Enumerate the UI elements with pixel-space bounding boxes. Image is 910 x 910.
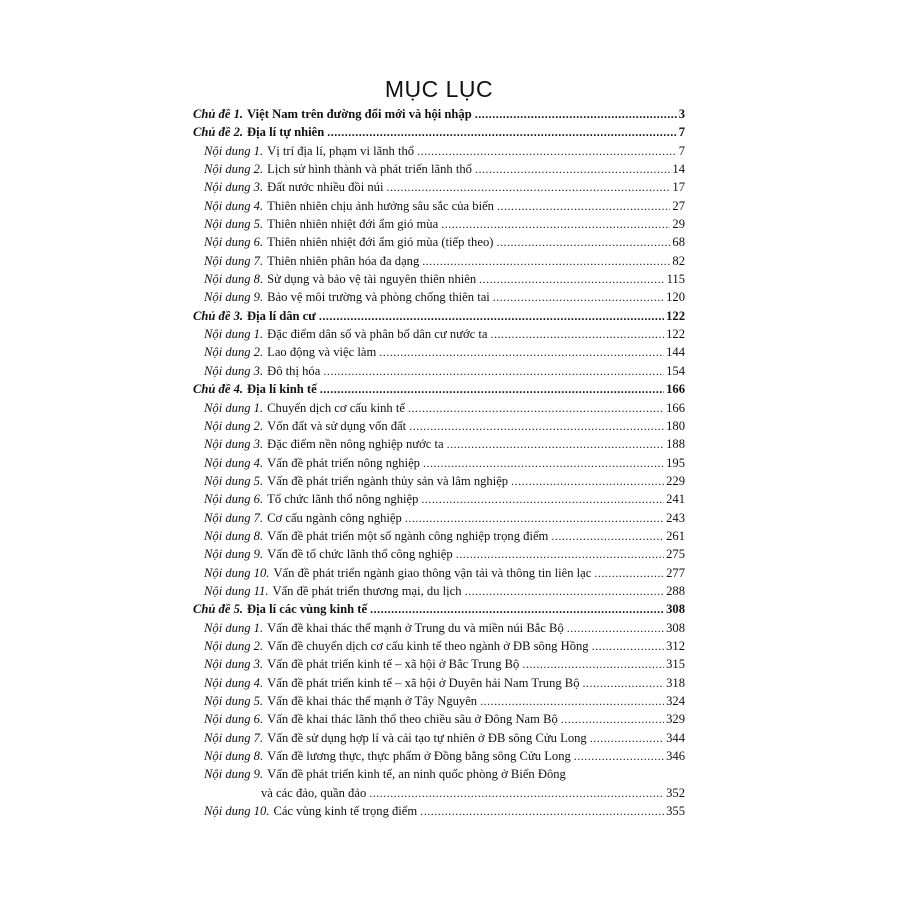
toc-entry-title: Địa lí kinh tế <box>247 382 317 397</box>
toc-page-number: 324 <box>666 694 685 708</box>
toc-entry-row[interactable] <box>193 694 685 712</box>
dot-leader <box>319 309 664 324</box>
dot-leader <box>369 786 664 801</box>
toc-chapter-row[interactable] <box>193 107 685 125</box>
toc-page-number: 82 <box>672 253 685 268</box>
dot-leader <box>405 511 664 526</box>
toc-entry-row[interactable] <box>193 786 685 804</box>
toc-entry-label: Nội dung 2. <box>204 162 264 177</box>
toc-entry-title: Vấn đề khai thác thế mạnh ở Trung du và miền núi Bắc Bộ <box>267 620 564 635</box>
toc-entry-row[interactable] <box>193 767 685 785</box>
toc-entry-row[interactable] <box>193 364 685 382</box>
toc-entry-label: Chủ đề 3. <box>193 308 244 323</box>
toc-entry-label: Nội dung 10. <box>204 804 270 819</box>
toc-page-number: 14 <box>672 162 685 177</box>
toc-entry-row[interactable] <box>193 474 685 492</box>
toc-entry-title: Thiên nhiên chịu ảnh hưởng sâu sắc của biển <box>267 198 494 213</box>
toc-entry-label: Nội dung 10. <box>204 565 270 580</box>
dot-leader <box>497 199 670 214</box>
toc-entry-label: Nội dung 7. <box>204 730 264 745</box>
toc-chapter-row[interactable] <box>193 125 685 143</box>
toc-page-number: 355 <box>666 804 685 819</box>
toc-entry-row[interactable] <box>193 584 685 602</box>
toc-entry-row[interactable] <box>193 492 685 510</box>
toc-entry-row[interactable] <box>193 254 685 272</box>
toc-page-number: 277 <box>666 565 685 580</box>
toc-entry-label: Nội dung 9. <box>204 767 264 782</box>
toc-entry-label: Nội dung 1. <box>204 143 264 158</box>
toc-list <box>193 107 685 822</box>
toc-entry-title: Vấn đề phát triển một số ngành công nghiệp trọng điểm <box>267 528 549 543</box>
toc-entry-label: Nội dung 3. <box>204 363 264 378</box>
toc-entry-row[interactable] <box>193 345 685 363</box>
toc-entry-title: Vấn đề lương thực, thực phẩm ở Đồng bằng sông Cửu Long <box>267 749 571 764</box>
toc-entry-title: Việt Nam trên đường đổi mới và hội nhập <box>247 107 472 121</box>
dot-leader <box>441 217 670 232</box>
toc-page-number: 352 <box>666 785 685 800</box>
toc-entry-title: Sử dụng và bảo vệ tài nguyên thiên nhiên <box>267 272 477 287</box>
toc-entry-row[interactable] <box>193 162 685 180</box>
toc-page-number: 115 <box>666 272 685 287</box>
toc-entry-title: Đặc điểm nền nông nghiệp nước ta <box>267 437 444 452</box>
toc-page-number: 17 <box>672 180 685 195</box>
toc-page-number: 229 <box>666 473 685 488</box>
dot-leader <box>567 621 664 636</box>
toc-entry-label: Nội dung 4. <box>204 455 264 470</box>
dot-leader <box>480 694 664 709</box>
dot-leader <box>551 529 664 544</box>
toc-entry-label: Nội dung 5. <box>204 473 264 488</box>
toc-entry-label: Nội dung 4. <box>204 675 264 690</box>
toc-page-number: 166 <box>666 382 685 397</box>
toc-page-number: 329 <box>666 712 685 727</box>
dot-leader <box>386 180 670 195</box>
toc-entry-label: Nội dung 11. <box>204 583 269 598</box>
dot-leader <box>475 107 677 122</box>
toc-page-number: 180 <box>666 418 685 433</box>
toc-entry-row[interactable] <box>193 217 685 235</box>
dot-leader <box>417 144 677 159</box>
toc-entry-label: Nội dung 7. <box>204 253 264 268</box>
toc-page-number: 7 <box>678 125 685 140</box>
toc-entry-title: Vấn đề tổ chức lãnh thổ công nghiệp <box>267 547 453 562</box>
dot-leader <box>421 492 664 507</box>
toc-entry-label: Nội dung 1. <box>204 327 264 342</box>
toc-page-number: 261 <box>666 528 685 543</box>
toc-entry-row[interactable] <box>193 327 685 345</box>
toc-entry-title: Địa lí dân cư <box>247 308 316 323</box>
toc-page-number: 312 <box>666 638 685 653</box>
toc-entry-title: Thiên nhiên phân hóa đa dạng <box>267 253 420 268</box>
toc-entry-title: Đất nước nhiều đồi núi <box>267 180 384 195</box>
dot-leader <box>465 584 665 599</box>
toc-page <box>193 74 685 822</box>
dot-leader <box>490 327 664 342</box>
dot-leader <box>590 731 664 746</box>
dot-leader <box>422 254 670 269</box>
toc-entry-label: Nội dung 2. <box>204 345 264 360</box>
toc-entry-row[interactable] <box>193 676 685 694</box>
toc-entry-title: Cơ cấu ngành công nghiệp <box>267 510 402 525</box>
toc-page-number: 122 <box>666 327 685 342</box>
toc-page-number: 3 <box>678 107 685 121</box>
toc-entry-label: Nội dung 9. <box>204 547 264 562</box>
toc-entry-label: Nội dung 8. <box>204 528 264 543</box>
toc-entry-title: Vấn đề sử dụng hợp lí và cải tạo tự nhiên ở ĐB sông Cửu Long <box>267 730 587 745</box>
toc-page-number: 120 <box>666 290 685 305</box>
toc-entry-row[interactable] <box>193 621 685 639</box>
toc-entry-row[interactable] <box>193 712 685 730</box>
toc-entry-row[interactable] <box>193 401 685 419</box>
dot-leader <box>423 456 664 471</box>
dot-leader <box>327 125 676 140</box>
toc-entry-title: Địa lí tự nhiên <box>247 125 325 140</box>
toc-page-number: 315 <box>666 657 685 672</box>
toc-entry-title: Vấn đề phát triển kinh tế, an ninh quốc phòng ở Biển Đông <box>267 767 566 782</box>
toc-entry-row[interactable] <box>193 235 685 253</box>
toc-entry-row[interactable] <box>193 456 685 474</box>
toc-entry-row[interactable] <box>193 180 685 198</box>
toc-entry-title: Thiên nhiên nhiệt đới ẩm gió mùa (tiếp theo) <box>267 235 494 250</box>
toc-entry-label: Nội dung 1. <box>204 620 264 635</box>
toc-entry-row[interactable] <box>193 731 685 749</box>
toc-entry-label: Chủ đề 5. <box>193 602 244 617</box>
toc-page-number: 241 <box>666 492 685 507</box>
toc-entry-row[interactable] <box>193 272 685 290</box>
toc-chapter-row[interactable] <box>193 382 685 400</box>
toc-entry-row[interactable] <box>193 199 685 217</box>
toc-page-number: 344 <box>666 730 685 745</box>
toc-entry-title: Vấn đề phát triển ngành giao thông vận tải và thông tin liên lạc <box>273 565 592 580</box>
dot-leader <box>320 382 664 397</box>
toc-entry-label: Nội dung 2. <box>204 638 264 653</box>
toc-entry-label: Nội dung 4. <box>204 198 264 213</box>
toc-page-number: 27 <box>672 198 685 213</box>
toc-entry-label: Chủ đề 4. <box>193 382 244 397</box>
toc-entry-label: Nội dung 7. <box>204 510 264 525</box>
dot-leader <box>493 290 664 305</box>
toc-entry-row[interactable] <box>193 547 685 565</box>
toc-page-number: 275 <box>666 547 685 562</box>
toc-page-number: 144 <box>666 345 685 360</box>
toc-entry-title: Vấn đề phát triển nông nghiệp <box>267 455 420 470</box>
toc-entry-title: Đô thị hóa <box>267 363 321 378</box>
toc-entry-title: Vấn đề phát triển ngành thủy sản và lâm nghiệp <box>267 473 509 488</box>
dot-leader <box>447 437 665 452</box>
toc-entry-title: Đặc điểm dân số và phân bố dân cư nước ta <box>267 327 488 342</box>
toc-entry-label: Chủ đề 1. <box>193 107 244 121</box>
dot-leader <box>408 401 664 416</box>
toc-entry-label: Chủ đề 2. <box>193 125 244 140</box>
toc-entry-label: Nội dung 5. <box>204 217 264 232</box>
dot-leader <box>323 364 664 379</box>
toc-entry-title: Vấn đề khai thác thế mạnh ở Tây Nguyên <box>267 694 478 708</box>
dot-leader <box>496 235 670 250</box>
toc-entry-row[interactable] <box>193 144 685 162</box>
toc-page-number: 308 <box>666 620 685 635</box>
toc-page-number: 346 <box>666 749 685 764</box>
toc-entry-title: Vấn đề phát triển kinh tế – xã hội ở Bắc Trung Bộ <box>267 657 520 672</box>
dot-leader <box>594 566 664 581</box>
toc-entry-row[interactable] <box>193 529 685 547</box>
toc-entry-label: Nội dung 5. <box>204 694 264 708</box>
toc-entry-row[interactable] <box>193 657 685 675</box>
toc-entry-row[interactable] <box>193 419 685 437</box>
toc-chapter-row[interactable] <box>193 309 685 327</box>
toc-entry-row[interactable] <box>193 511 685 529</box>
toc-page-number: 188 <box>666 437 685 452</box>
toc-page-number: 68 <box>672 235 685 250</box>
toc-entry-row[interactable] <box>193 749 685 767</box>
toc-page-number: 195 <box>666 455 685 470</box>
dot-leader <box>420 804 664 819</box>
dot-leader <box>511 474 664 489</box>
toc-page-number: 243 <box>666 510 685 525</box>
toc-page-number: 318 <box>666 675 685 690</box>
dot-leader <box>475 162 670 177</box>
page-title: MỤC LỤC <box>384 76 494 102</box>
toc-entry-title: Tổ chức lãnh thổ nông nghiệp <box>267 492 419 507</box>
dot-leader <box>456 547 664 562</box>
toc-entry-row[interactable] <box>193 437 685 455</box>
toc-entry-label: Nội dung 8. <box>204 272 264 287</box>
toc-entry-title: Các vùng kinh tế trọng điểm <box>273 804 418 819</box>
toc-entry-row[interactable] <box>193 290 685 308</box>
dot-leader <box>583 676 665 691</box>
dot-leader <box>592 639 665 654</box>
toc-entry-label: Nội dung 8. <box>204 749 264 764</box>
toc-entry-label: Nội dung 3. <box>204 657 264 672</box>
toc-entry-title: Vốn đất và sử dụng vốn đất <box>267 418 407 433</box>
toc-entry-title: Vấn đề chuyển dịch cơ cấu kinh tế theo ngành ở ĐB sông Hồng <box>267 638 589 653</box>
toc-entry-title: Chuyển dịch cơ cấu kinh tế <box>267 400 405 415</box>
toc-entry-title: Vấn đề phát triển thương mại, du lịch <box>272 583 462 598</box>
toc-page-number: 7 <box>678 143 685 158</box>
toc-entry-label: Nội dung 3. <box>204 437 264 452</box>
toc-chapter-row[interactable] <box>193 602 685 620</box>
toc-entry-row[interactable] <box>193 804 685 822</box>
toc-entry-title: Vấn đề khai thác lãnh thổ theo chiều sâu ở Đông Nam Bộ <box>267 712 558 727</box>
toc-entry-label: Nội dung 6. <box>204 235 264 250</box>
toc-entry-title: Địa lí các vùng kinh tế <box>247 602 368 617</box>
dot-leader <box>561 712 664 727</box>
toc-page-number: 29 <box>672 217 685 232</box>
toc-entry-title: Lịch sử hình thành và phát triển lãnh thổ <box>267 162 472 177</box>
toc-page-number: 288 <box>666 583 685 598</box>
dot-leader <box>409 419 664 434</box>
toc-entry-title: Lao động và việc làm <box>267 345 377 360</box>
dot-leader <box>522 657 664 672</box>
toc-entry-label: Nội dung 6. <box>204 712 264 727</box>
toc-entry-label: Nội dung 9. <box>204 290 264 305</box>
toc-page-number: 154 <box>666 363 685 378</box>
toc-entry-title: và các đảo, quần đảo <box>261 785 367 800</box>
toc-entry-label: Nội dung 1. <box>204 400 264 415</box>
dot-leader <box>479 272 664 287</box>
dot-leader <box>574 749 664 764</box>
toc-entry-label: Nội dung 3. <box>204 180 264 195</box>
toc-page-number: 308 <box>666 602 685 617</box>
toc-entry-title: Thiên nhiên nhiệt đới ẩm gió mùa <box>267 217 439 232</box>
toc-entry-row[interactable] <box>193 639 685 657</box>
dot-leader <box>370 602 664 617</box>
toc-page-number: 122 <box>666 308 685 323</box>
toc-entry-title: Vị trí địa lí, phạm vi lãnh thổ <box>267 143 415 158</box>
toc-entry-label: Nội dung 6. <box>204 492 264 507</box>
toc-entry-title: Vấn đề phát triển kinh tế – xã hội ở Duyên hải Nam Trung Bộ <box>267 675 580 690</box>
dot-leader <box>379 345 664 360</box>
toc-page-number: 166 <box>666 400 685 415</box>
toc-entry-label: Nội dung 2. <box>204 418 264 433</box>
toc-entry-title: Bảo vệ môi trường và phòng chống thiên tai <box>267 290 490 305</box>
toc-entry-row[interactable] <box>193 566 685 584</box>
